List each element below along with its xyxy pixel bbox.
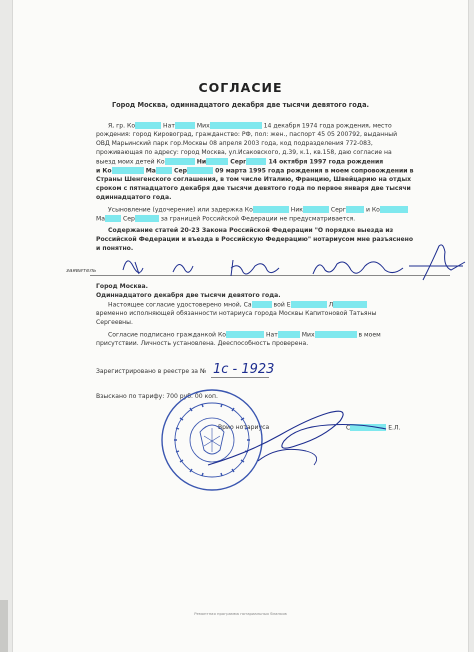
- document-title: СОГЛАСИЕ: [198, 80, 283, 95]
- text-fragment: 09 марта 1995 года рождения в моем сопровождении в: [215, 167, 414, 175]
- registry-label: Зарегистрировано в реестре за №: [96, 368, 207, 375]
- text-fragment: Настоящее согласие удостоверено мной, Са: [108, 301, 252, 309]
- text-fragment: Ма: [145, 167, 156, 175]
- cert-line-5: присутствии. Личность установлена. Дееспособность проверена.: [96, 340, 309, 347]
- consent-line-8: сроком с пятнадцатого декабря две тысячи девятого года по первое января две тысячи: [96, 185, 411, 192]
- text-fragment: Нат: [163, 122, 175, 130]
- redaction: [112, 167, 144, 174]
- notary-label: Врио нотариуса: [218, 424, 270, 431]
- redaction: [135, 215, 159, 222]
- consent-line-3: ОВД Марьинский парк гор.Москвы 08 апреля 2003 года, код подразделения 772-083,: [96, 140, 373, 147]
- text-fragment: Мих: [196, 122, 210, 130]
- redaction: [135, 122, 161, 129]
- city-date-heading: Город Москва, одиннадцатого декабря две тысячи девятого года.: [111, 101, 370, 109]
- law-line-3: и понятно.: [96, 245, 134, 252]
- redaction: [346, 206, 364, 213]
- consent-line-6: [96, 167, 414, 176]
- scan-edge: [0, 600, 8, 652]
- consent-line-9: одиннадцатого года.: [96, 194, 172, 201]
- text-fragment: Усыновление (удочерение) или задержка Ко: [108, 206, 253, 214]
- text-fragment: Серг: [230, 158, 247, 166]
- text-fragment: Ник: [290, 206, 303, 214]
- redaction: [380, 206, 408, 213]
- applicant-label: заявитель: [66, 268, 97, 274]
- redaction: [333, 301, 367, 308]
- redaction: [105, 215, 121, 222]
- registry-number: 1с - 1923: [213, 362, 275, 377]
- document-page: [12, 0, 469, 652]
- cert-line-3: Сергеевны.: [96, 319, 133, 326]
- cert-line-4: [108, 331, 381, 340]
- text-fragment: вой Е: [273, 301, 291, 309]
- law-line-1: Содержание статей 20-23 Закона Российской Федерации "О порядке выезда из: [108, 227, 394, 234]
- redaction: [253, 206, 289, 213]
- text-fragment: Мих: [301, 331, 315, 339]
- text-fragment: и Ко: [96, 167, 112, 175]
- redaction: [156, 167, 172, 174]
- notary-handwritten-signature: [188, 395, 401, 475]
- footer-note: Ремонтная программа нотариальных бланков: [194, 611, 287, 616]
- adoption-line-1: [108, 206, 408, 215]
- redaction: [246, 158, 266, 165]
- registry-underline: [211, 377, 269, 378]
- cert-line-1: [108, 301, 367, 310]
- fee-line: Взыскано по тарифу: 700 руб. 00 коп.: [96, 393, 218, 400]
- cert-line-2: временно исполняющей обязанности нотариуса города Москвы Капитоновой Татьяны: [96, 310, 377, 317]
- consent-line-5: [96, 158, 383, 167]
- text-fragment: 14 октября 1997 года рождения: [268, 158, 384, 166]
- redaction: [175, 122, 195, 129]
- text-fragment: С: [346, 424, 351, 432]
- consent-line-7: Страны Шенгенского соглашения, в том числе Италию, Францию, Швейцарию на отдых: [96, 176, 412, 183]
- text-fragment: Согласие подписано гражданкой Ко: [108, 331, 227, 339]
- redaction: [165, 158, 195, 165]
- redaction: [252, 301, 272, 308]
- redaction: [226, 331, 264, 338]
- consent-line-1: [108, 122, 392, 131]
- redaction: [291, 301, 327, 308]
- text-fragment: Серг: [330, 206, 346, 214]
- text-fragment: 14 декабря 1974 года рождения, место: [263, 122, 392, 130]
- text-fragment: Ни: [196, 158, 207, 166]
- law-line-2: Российской Федерации и въезда в Российскую Федерацию" нотариусом мне разъяснено: [96, 236, 414, 243]
- cert-city: Город Москва.: [96, 283, 148, 290]
- text-fragment: Нат: [265, 331, 278, 339]
- text-fragment: Сер: [174, 167, 187, 175]
- consent-line-4: проживающая по адресу: город Москва, ул.Исаковского, д.39, к.1, кв.158, даю согласие на: [96, 149, 392, 156]
- text-fragment: и Ко: [365, 206, 380, 214]
- redaction: [187, 167, 213, 174]
- redaction: [206, 158, 228, 165]
- applicant-handwritten-signature: [113, 240, 473, 288]
- adoption-line-2: [96, 215, 355, 224]
- redaction: [210, 122, 262, 129]
- text-fragment: Ма: [96, 215, 105, 223]
- text-fragment: выезд моих детей Ко: [96, 158, 165, 166]
- text-fragment: Л: [328, 301, 334, 309]
- text-fragment: Е.Л.: [388, 424, 401, 432]
- cert-date: Одиннадцатого декабря две тысячи девятого года.: [96, 292, 281, 299]
- text-fragment: в моем: [358, 331, 381, 339]
- redaction: [303, 206, 329, 213]
- text-fragment: Сер: [122, 215, 135, 223]
- redaction: [315, 331, 357, 338]
- consent-line-2: рождения: город Кировоград, гражданство: РФ, пол: жен., паспорт 45 05 200792, выданный: [96, 131, 398, 138]
- redaction: [278, 331, 300, 338]
- text-fragment: Я, гр. Ко: [108, 122, 136, 130]
- text-fragment: за границей Российской Федерации не предусматривается.: [160, 215, 356, 223]
